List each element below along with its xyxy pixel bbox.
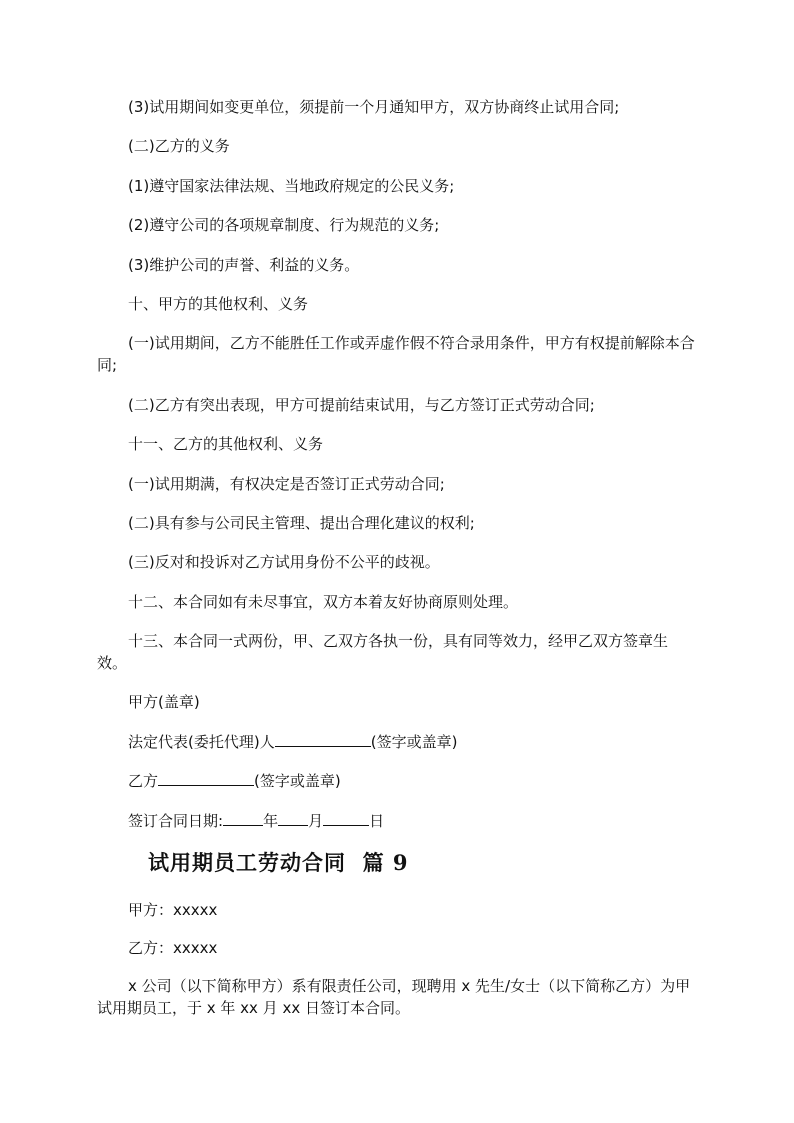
clause-heading: 十、甲方的其他权利、义务 — [128, 295, 309, 313]
party-b-label: 乙方 — [128, 772, 159, 790]
party-b-signature-line — [97, 769, 697, 792]
clause-heading: 十一、乙方的其他权利、义务 — [128, 435, 324, 453]
clause-paragraph: (3)维护公司的声誉、利益的义务。 — [128, 256, 360, 274]
day-blank — [323, 809, 369, 826]
month-label: 月 — [308, 812, 324, 830]
clause-heading: (二)乙方的义务 — [128, 137, 230, 155]
party-b-line: 乙方：xxxxx — [128, 939, 218, 957]
contract-date-line — [97, 809, 697, 832]
clause-paragraph: (一)试用期满，有权决定是否签订正式劳动合同; — [128, 475, 445, 493]
clause-paragraph: (2)遵守公司的各项规章制度、行为规范的义务; — [128, 216, 440, 234]
party-a-seal: 甲方(盖章) — [128, 693, 200, 711]
signature-blank — [275, 730, 371, 747]
day-label: 日 — [369, 812, 385, 830]
clause-paragraph: 十三、本合同一式两份，甲、乙双方各执一份，具有同等效力，经甲乙双方签章生效。 — [97, 632, 669, 672]
signature-note: (签字或盖章) — [254, 772, 341, 790]
year-blank — [223, 809, 263, 826]
clause-paragraph: (1)遵守国家法律法规、当地政府规定的公民义务; — [128, 177, 455, 195]
clause-paragraph: 十二、本合同如有未尽事宜，双方本着友好协商原则处理。 — [128, 593, 519, 611]
representative-label: 法定代表(委托代理)人 — [128, 733, 275, 751]
month-blank — [278, 809, 308, 826]
clause-paragraph: (一)试用期间，乙方不能胜任工作或弄虚作假不符合录用条件，甲方有权提前解除本合同; — [97, 334, 695, 374]
signature-note: (签字或盖章) — [370, 733, 458, 751]
signature-blank — [158, 769, 254, 786]
section-heading: 试用期员工劳动合同 篇 9 — [148, 850, 409, 875]
clause-paragraph: (3)试用期间如变更单位，须提前一个月通知甲方，双方协商终止试用合同; — [128, 98, 620, 116]
year-label: 年 — [263, 812, 279, 830]
clause-paragraph: (二)具有参与公司民主管理、提出合理化建议的权利; — [128, 514, 475, 532]
clause-paragraph: (二)乙方有突出表现，甲方可提前结束试用，与乙方签订正式劳动合同; — [128, 396, 595, 414]
party-a-line: 甲方：xxxxx — [128, 901, 218, 919]
date-label: 签订合同日期: — [128, 812, 224, 830]
contract-intro: x 公司（以下简称甲方）系有限责任公司，现聘用 x 先生/女士（以下简称乙方）为甲试用期员工，于 x 年 xx 月 xx 日签订本合同。 — [97, 977, 691, 1017]
representative-signature-line — [97, 730, 697, 753]
clause-paragraph: (三)反对和投诉对乙方试用身份不公平的歧视。 — [128, 553, 440, 571]
